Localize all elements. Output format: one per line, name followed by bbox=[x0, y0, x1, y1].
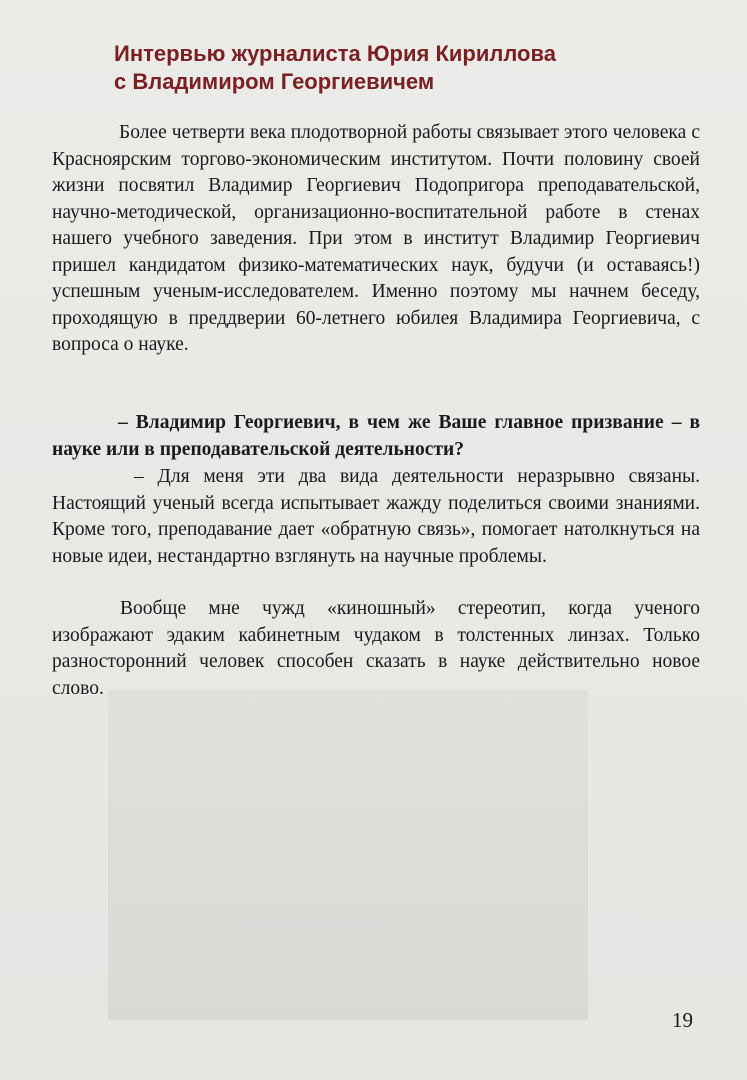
page-number: 19 bbox=[672, 1008, 693, 1032]
interview-question: – Владимир Георгиевич, в чем же Ваше главное призвание – в науке или в преподавательской деятельности? bbox=[52, 412, 700, 460]
answer-paragraph-2: Вообще мне чужд «киношный» стереотип, когда ученого изображают эдаким кабинетным чудаком в толстенных линзах. Только разносторонний человек способен сказать в науке действительно новое слово. bbox=[52, 598, 700, 699]
title-line-1: Интервью журналиста Юрия Кириллова bbox=[114, 41, 556, 66]
article-title bbox=[114, 40, 674, 96]
title-line-2: с Владимиром Георгиевичем bbox=[114, 69, 435, 94]
intro-paragraph: Более четверти века плодотворной работы связывает этого человека с Красноярским торгово-экономическим институтом. Почти половину своей жизни посвятил Владимир Георгиевич Подопригора преподавательской, научно-методической, организационно-воспитательной работе в стенах нашего учебного заведения. При этом в институт Владимир Георгиевич пришел кандидатом физико-математических наук, будучи (и оставаясь!) успешным ученым-исследователем. Именно поэтому мы начнем беседу, проходящую в преддверии 60-летнего юбилея Владимира Георгиевича, с вопроса о науке. bbox=[52, 122, 700, 355]
answer-paragraph-1: – Для меня эти два вида деятельности неразрывно связаны. Настоящий ученый всегда испытывает жажду поделиться своими знаниями. Кроме того, преподавание дает «обратную связь», помогает натолкнуться на новые идеи, нестандартно взглянуть на научные проблемы. bbox=[52, 466, 700, 567]
bleed-through-photo bbox=[108, 690, 588, 1020]
